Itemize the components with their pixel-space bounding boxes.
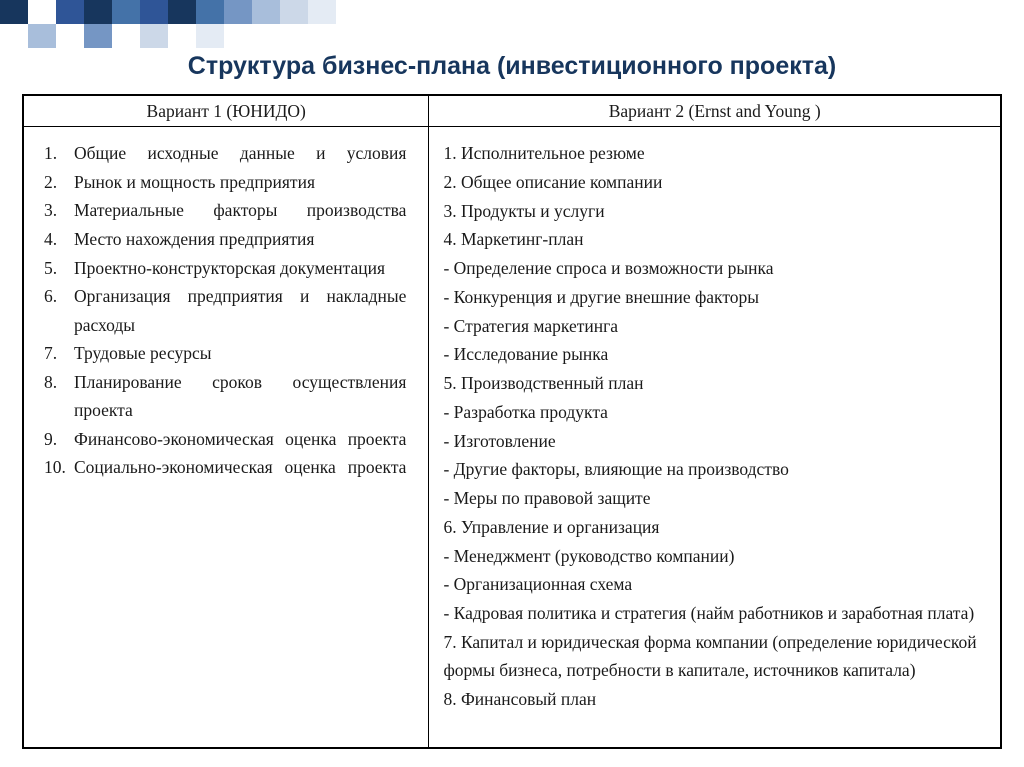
list-item-text: Проектно-конструкторская документация [74,257,386,278]
mosaic-tile [224,24,252,48]
table-body-row [24,127,1001,748]
list-item: 1. Исполнительное резюме [443,143,645,163]
list-item: - Определение спроса и возможности рынка [443,258,774,278]
mosaic-tile [140,24,168,48]
list-item: - Стратегия маркетинга [443,315,619,336]
list-item-text: Социально-экономическая оценка проекта [74,457,407,478]
list-item-number: 10. [44,457,66,478]
list-item: - Кадровая политика и стратегия (найм работников и заработная плата) [443,603,975,623]
mosaic-tile [140,0,168,24]
mosaic-tile [112,24,140,48]
list-item-text: Финансово-экономическая оценка проекта [74,428,407,449]
mosaic-tile [168,24,196,48]
mosaic-tile [168,0,196,24]
structure-table-wrapper [22,94,1002,749]
list-item-number: 5. [44,257,58,278]
list-item: - Разработка продукта [443,401,608,422]
list-item: 4. Маркетинг-план [443,229,584,250]
list-item: - Менеджмент (руководство компании) [443,545,735,566]
mosaic-tile [84,0,112,24]
column-header-variant-2: Вариант 2 (Ernst and Young ) [429,96,1001,127]
page-title [0,52,1024,81]
mosaic-tile [252,24,280,48]
list-item [32,425,410,453]
list-item-number: 3. [44,200,58,221]
mosaic-tile [84,24,112,48]
list-item-number: 4. [44,229,58,250]
list-item-number: 6. [44,286,58,307]
column-header-variant-1: Вариант 1 (ЮНИДО) [24,96,429,127]
mosaic-tile [308,0,336,24]
list-item [32,225,410,253]
mosaic-tile [280,0,308,24]
list-item: - Другие факторы, влияющие на производство [443,459,789,480]
list-item [32,139,410,167]
page-title-text: Структура бизнес-плана (инвестиционного проекта) [187,52,837,80]
list-item [32,254,410,282]
mosaic-tile [252,0,280,24]
list-item [32,168,410,196]
mosaic-tile [0,0,28,24]
list-item: 3. Продукты и услуги [443,200,605,221]
list-item [32,282,410,338]
list-item: - Исследование рынка [443,344,609,365]
mosaic-tile [196,0,224,24]
list-item [32,339,410,367]
list-item-number: 8. [44,371,58,392]
mosaic-tile [0,24,28,48]
list-item-text: Общие исходные данные и условия [74,143,407,163]
list-item-text: Трудовые ресурсы [74,343,212,364]
list-item-number: 9. [44,428,58,449]
ernst-young-list [429,127,1000,724]
list-item-number: 1. [44,143,58,163]
list-item-text: Планирование сроков осуществления проекта [74,371,407,421]
cell-variant-2 [429,127,1001,748]
list-item: 7. Капитал и юридическая форма компании (определение юридической формы бизнеса, потребности в капитале, источников капитала) [443,631,977,680]
mosaic-tile [28,0,56,24]
mosaic-tile [56,0,84,24]
mosaic-tile [56,24,84,48]
mosaic-tile [112,0,140,24]
list-item: - Организационная схема [443,574,633,595]
structure-table [23,95,1001,748]
list-item-text: Рынок и мощность предприятия [74,171,315,192]
list-item-number: 2. [44,171,58,192]
decorative-mosaic [0,0,420,48]
cell-variant-1 [24,127,429,748]
list-item: - Изготовление [443,430,556,451]
list-item: 5. Производственный план [443,373,644,393]
mosaic-tile [28,24,56,48]
list-item-text: Место нахождения предприятия [74,229,315,250]
list-item: 2. Общее описание компании [443,171,663,192]
list-item: 6. Управление и организация [443,516,660,537]
unido-list [24,127,428,492]
mosaic-tile [224,0,252,24]
table-header-row [24,96,1001,127]
list-item [32,368,410,424]
mosaic-tile [196,24,224,48]
list-item-text: Материальные факторы производства [74,200,407,221]
list-item-number: 7. [44,343,58,364]
list-item [32,196,410,224]
list-item: 8. Финансовый план [443,688,597,709]
list-item [32,453,410,481]
list-item: - Конкуренция и другие внешние факторы [443,286,760,307]
list-item-text: Организация предприятия и накладные расходы [74,286,407,335]
list-item: - Меры по правовой защите [443,488,651,508]
